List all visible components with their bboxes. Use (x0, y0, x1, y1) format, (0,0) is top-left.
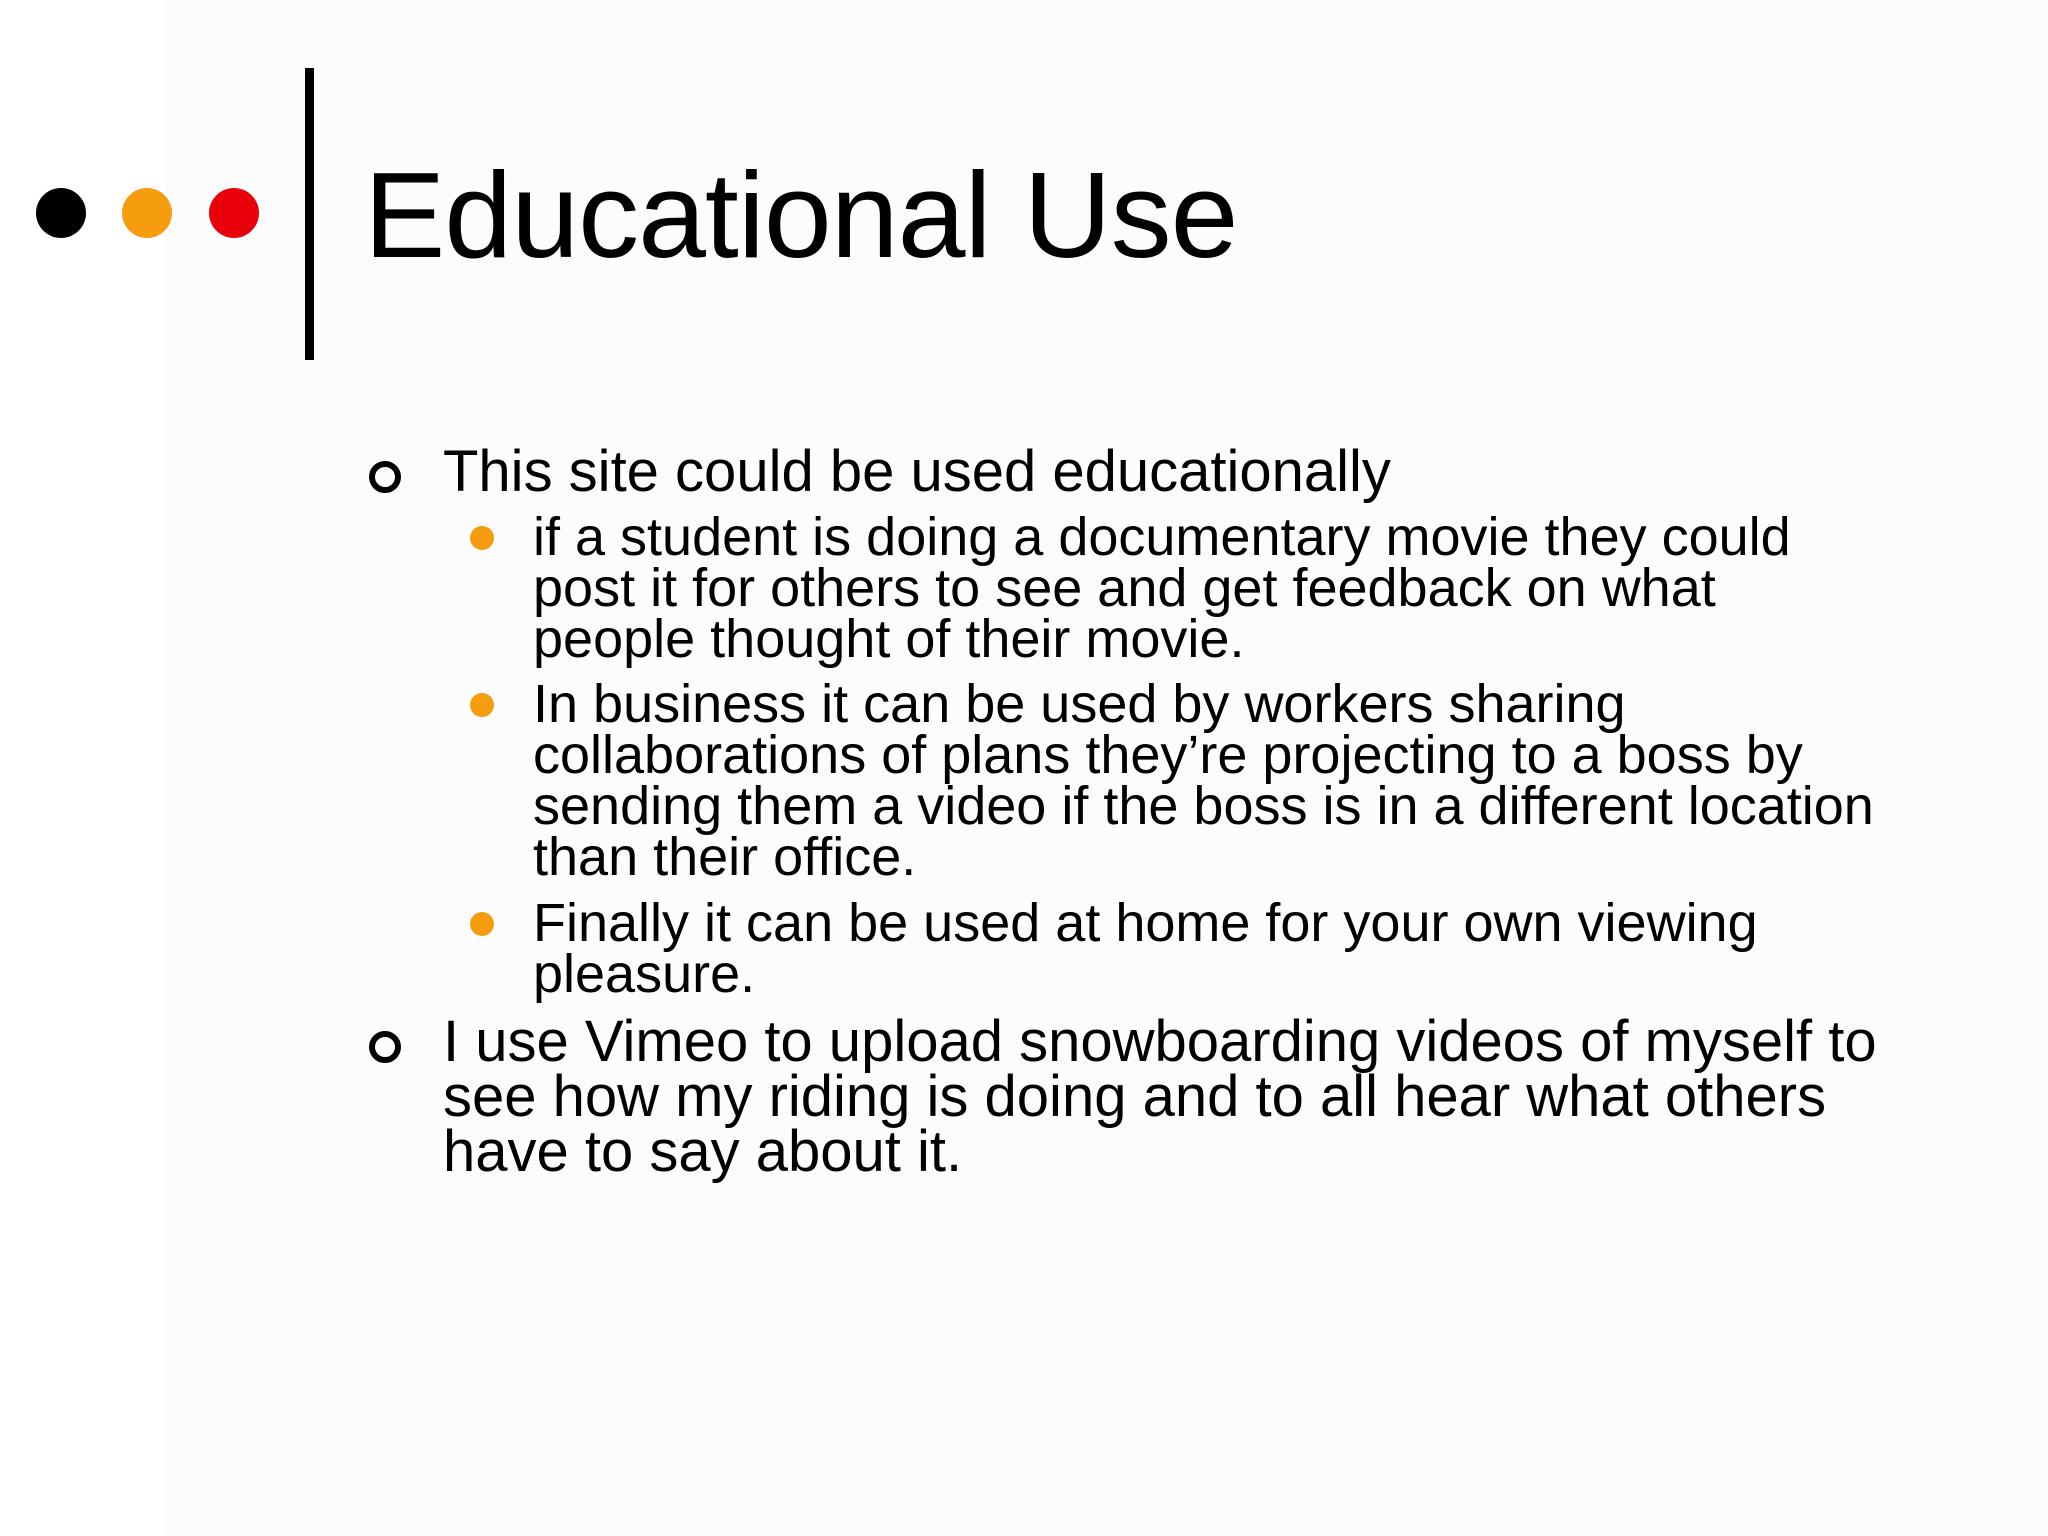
ring-bullet-icon (369, 461, 401, 493)
bullet-item: This site could be used educationally (443, 439, 1391, 504)
black-dot-icon (36, 188, 86, 238)
sub-bullet-item: Finally it can be used at home for your own viewing pleasure. (533, 893, 1758, 1004)
orange-bullet-icon (470, 693, 494, 717)
slide-title: Educational Use (364, 147, 1238, 283)
red-dot-icon (209, 188, 259, 238)
sub-bullet-item: if a student is doing a documentary movie they could post it for others to see and get feedback on what people thought of their movie. (533, 507, 1791, 669)
sub-bullet-item: In business it can be used by workers sharing collaborations of plans they’re projecting to a boss by sending them a video if the boss is in a different location than their office. (533, 674, 1874, 887)
orange-bullet-icon (470, 526, 494, 550)
ring-bullet-icon (369, 1031, 401, 1063)
bullet-item: I use Vimeo to upload snowboarding videos of myself to see how my riding is doing and to all hear what others have to say about it. (443, 1009, 1877, 1184)
orange-dot-icon (122, 188, 172, 238)
orange-bullet-icon (470, 912, 494, 936)
title-divider (305, 68, 314, 360)
